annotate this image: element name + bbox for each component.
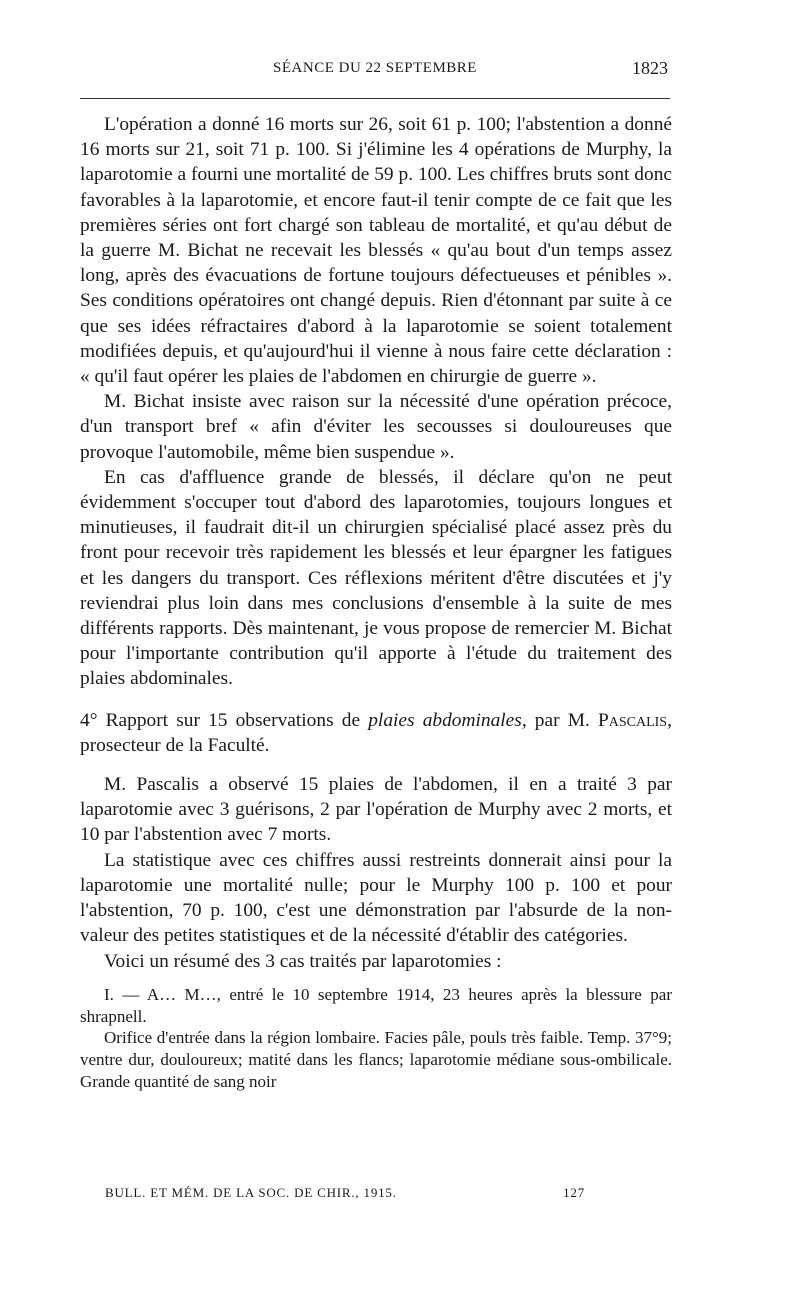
case-line: I. — A… M…, entré le 10 septembre 1914, 23 heures après la blessure par shrapnell. — [80, 984, 672, 1026]
journal-citation: BULL. ET MÉM. DE LA SOC. DE CHIR., 1915. — [105, 1185, 397, 1200]
case-line: Orifice d'entrée dans la région lombaire. Facies pâle, pouls très faible. Temp. 37°9; ventre dur, douloureux; matité dans les flancs; laparotomie médiane sous-ombilicale. Grande quantité de sang noir — [80, 1028, 672, 1091]
item-rest: , prosecteur de la Faculté. — [80, 709, 672, 756]
body-text — [80, 112, 672, 1093]
page-number: 1823 — [632, 58, 668, 78]
item-italic-title: plaies abdominales — [368, 709, 522, 731]
header-rule — [80, 98, 670, 99]
item-by: , par M. — [521, 709, 590, 731]
item-author: Pascalis — [597, 709, 668, 731]
paragraph: M. Pascalis a observé 15 plaies de l'abdomen, il en a traité 3 par laparotomie avec 3 guérisons, 2 par l'opération de Murphy avec 2 morts, et 10 par l'abstention avec 7 morts. — [80, 774, 672, 846]
paragraph: L'opération a donné 16 morts sur 26, soit 61 p. 100; l'abstention a donné 16 morts sur 21, soit 71 p. 100. Si j'élimine les 4 opérations de Murphy, la laparotomie a fourni une mortalité de 59 p. 100. Les chiffres bruts sont donc favorables à la laparotomie, et encore faut-il tenir compte de ce fait que les premières séries ont fort chargé son tableau de mortalité, et qu'au début de la guerre M. Bichat ne recevait les blessés « qu'au bout d'un temps assez long, après des évacuations de fortune toujours défectueuses et pénibles ». Ses conditions opératoires ont changé depuis. Rien d'étonnant par suite à ce que ses idées réfractaires d'abord à la laparotomie se soient totalement modifiées depuis, et qu'aujourd'hui il vienne à nous faire cette déclaration : « qu'il faut opérer les plaies de l'abdomen en chirurgie de guerre ». — [80, 114, 672, 388]
page-footer — [105, 1185, 585, 1201]
section-heading-item-4 — [80, 708, 672, 758]
case-report — [80, 984, 672, 1093]
paragraph: En cas d'affluence grande de blessés, il déclare qu'on ne peut évidemment s'occuper tout d'abord des laparotomies, toujours longues et minutieuses, il faudrait dit-il un chirurgien spécialisé placé assez près du front pour recevoir très rapidement les blessés et leur épargner les fatigues et les dangers du transport. Ces réflexions méritent d'être discutées et j'y reviendrai plus loin dans mes conclusions d'ensemble à la suite de mes différents rapports. Dès maintenant, je vous propose de remercier M. Bichat pour l'importante contribution qu'il apporte à l'étude du traitement des plaies abdominales. — [80, 466, 672, 690]
paragraph: M. Bichat insiste avec raison sur la nécessité d'une opération précoce, d'un transport bref « afin d'éviter les secousses si douloureuses que provoque l'automobile, même bien suspendue ». — [80, 391, 672, 463]
header-title: SÉANCE DU 22 SEPTEMBRE — [273, 60, 477, 76]
paragraph: Voici un résumé des 3 cas traités par laparotomies : — [104, 950, 502, 972]
item-lead: 4° Rapport sur 15 observations de — [80, 709, 361, 731]
running-header — [80, 58, 670, 88]
signature-mark: 127 — [563, 1185, 585, 1200]
paragraph: La statistique avec ces chiffres aussi restreints donnerait ainsi pour la laparotomie une mortalité nulle; pour le Murphy 100 p. 100 et pour l'abstention, 70 p. 100, c'est une démonstration par l'absurde de la non-valeur des petites statistiques et de la nécessité d'établir des catégories. — [80, 849, 672, 947]
